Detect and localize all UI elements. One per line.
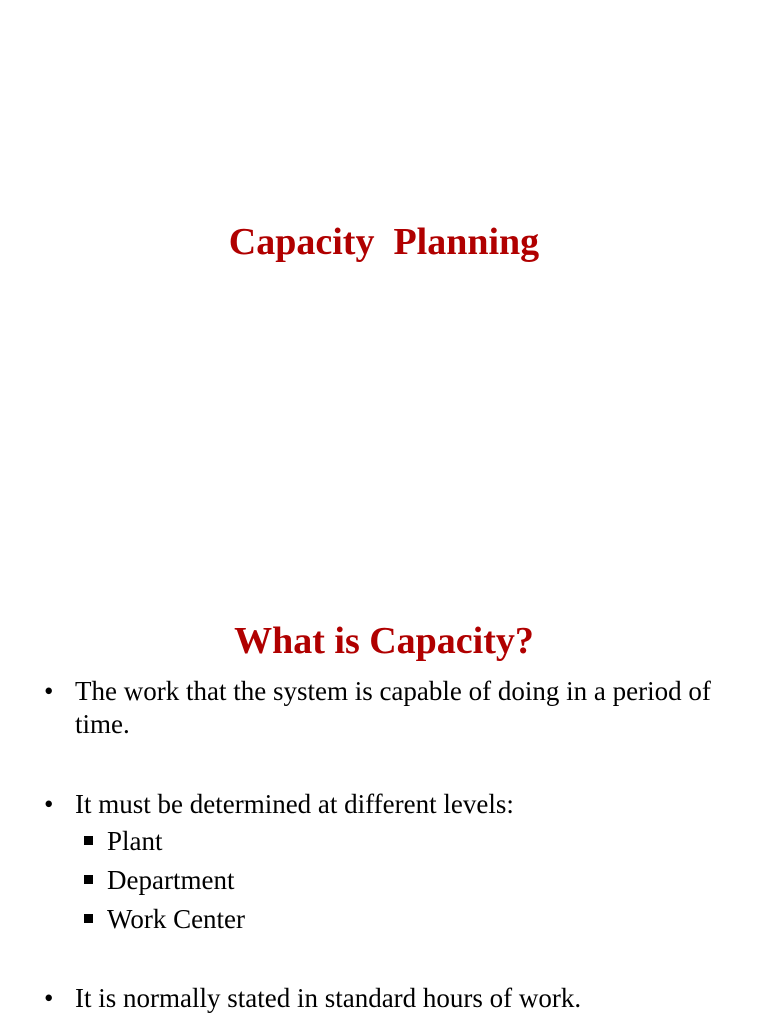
bullet-item-levels: [44, 788, 744, 821]
sub-bullet-text: Work Center: [107, 904, 246, 934]
slide-title: Capacity Planning: [228, 221, 540, 263]
square-bullet-icon: [84, 875, 93, 884]
sub-bullet-text: Department: [107, 865, 235, 895]
sub-bullet-item-work-center: [84, 903, 245, 936]
bullet-text: It is normally stated in standard hours of work.: [75, 983, 582, 1013]
section-title: What is Capacity?: [234, 620, 534, 662]
square-bullet-icon: [84, 914, 93, 923]
bullet-text: It must be determined at different levels:: [75, 789, 514, 819]
bullet-dot: •: [44, 983, 54, 1013]
bullet-dot: •: [44, 676, 54, 706]
bullet-item-standard-hours: [44, 982, 744, 1015]
sub-bullet-text: Plant: [107, 826, 163, 856]
bullet-text: The work that the system is capable of doing in a period of time.: [75, 676, 711, 739]
square-bullet-icon: [84, 836, 93, 845]
sub-bullet-item-plant: [84, 825, 163, 858]
sub-bullet-item-department: [84, 864, 234, 897]
bullet-item-work-definition: [44, 675, 744, 741]
bullet-dot: •: [44, 789, 54, 819]
